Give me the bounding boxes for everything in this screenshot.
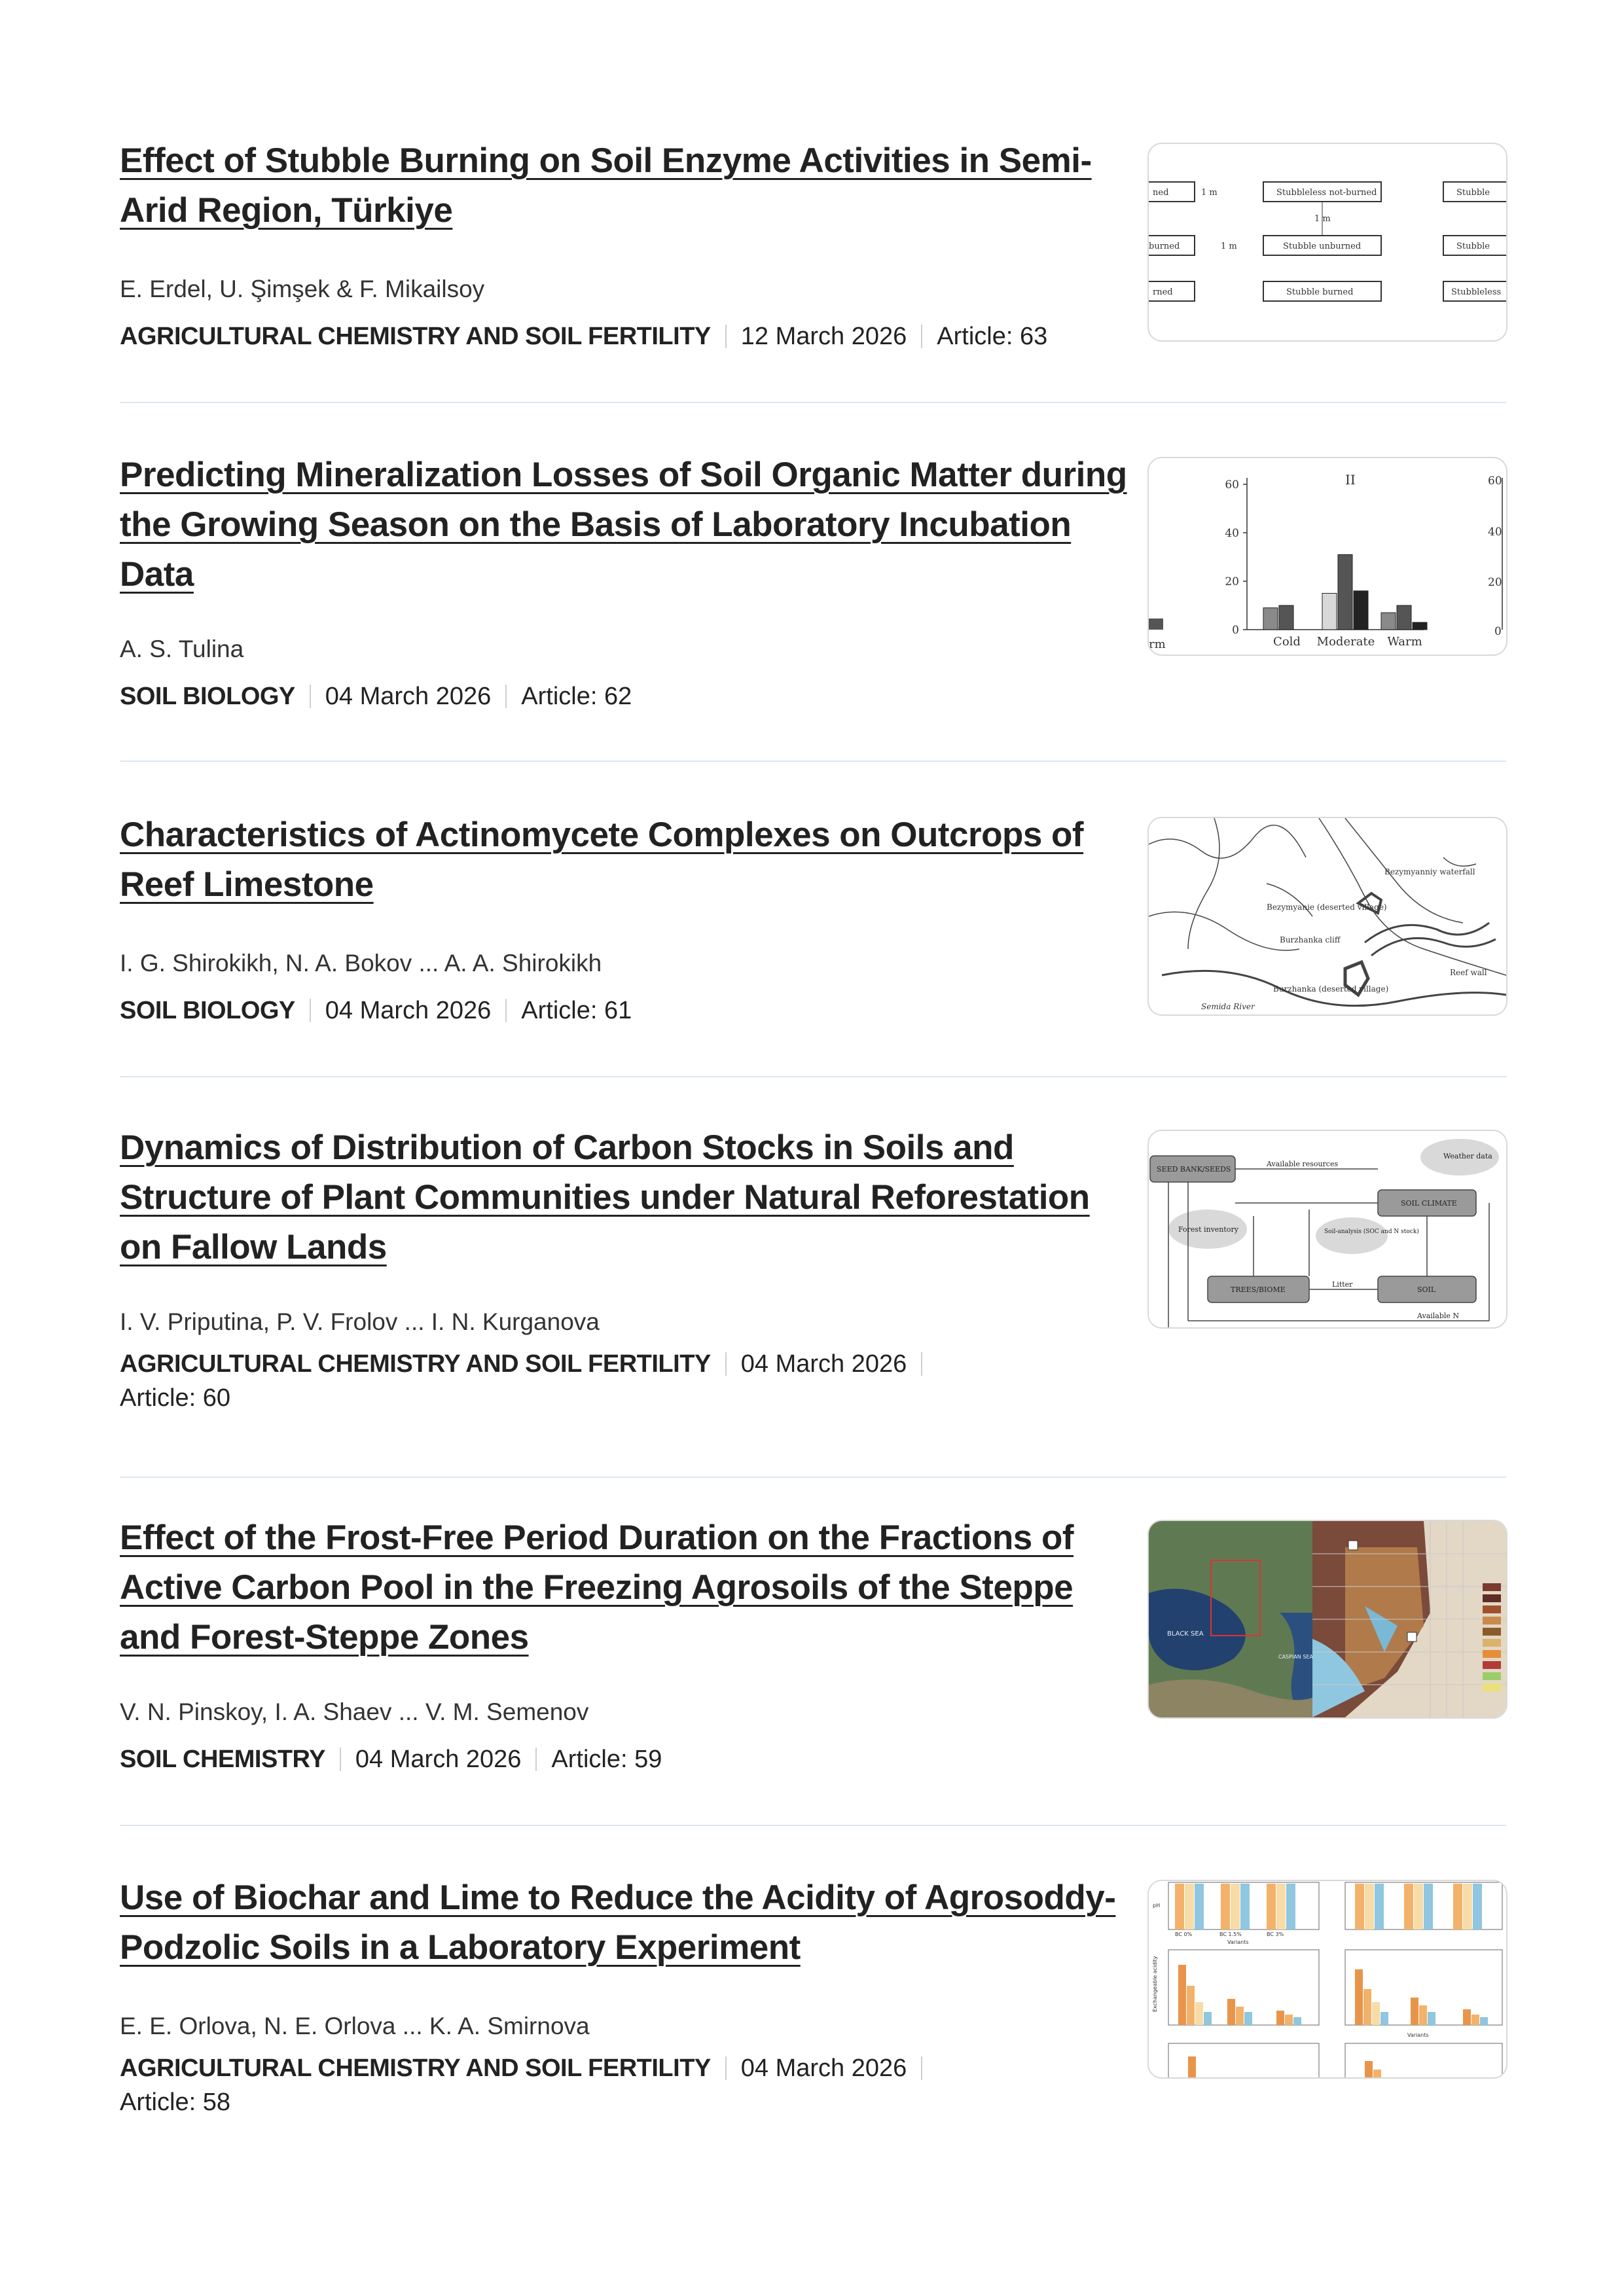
- bar: [1354, 591, 1368, 630]
- map-label: Bezymyanie (deserted village): [1267, 903, 1387, 912]
- fig-label: Stubble: [1456, 188, 1490, 198]
- journal-name[interactable]: SOIL BIOLOGY: [120, 997, 295, 1024]
- separator: [535, 1748, 537, 1771]
- bar: [1322, 594, 1337, 630]
- journal-name[interactable]: AGRICULTURAL CHEMISTRY AND SOIL FERTILITY: [120, 1350, 711, 1378]
- fig-label: Stubble: [1456, 242, 1490, 251]
- article-meta: [120, 1347, 1141, 1415]
- divider: [120, 402, 1506, 403]
- separator: [340, 1748, 341, 1771]
- fig-label: Stubbleless: [1451, 287, 1502, 297]
- article-authors: I. G. Shirokikh, N. A. Bokov ... A. A. Shirokikh: [120, 950, 602, 977]
- article-authors: E. E. Orlova, N. E. Orlova ... K. A. Smirnova: [120, 2013, 590, 2039]
- bar: [1338, 554, 1352, 630]
- journal-name[interactable]: AGRICULTURAL CHEMISTRY AND SOIL FERTILITY: [120, 323, 711, 350]
- divider: [120, 1076, 1506, 1077]
- separator: [505, 685, 507, 708]
- separator: [921, 2056, 922, 2080]
- fragment-label: 60: [1488, 475, 1502, 488]
- article-authors: I. V. Priputina, P. V. Frolov ... I. N. Kurganova: [120, 1308, 600, 1335]
- separator: [725, 325, 727, 348]
- separator: [725, 1352, 727, 1376]
- y-tick-label: 20: [1225, 575, 1239, 588]
- axis-label: Exchangeable acidity: [1152, 1956, 1158, 2012]
- article-thumbnail[interactable]: [1147, 457, 1507, 656]
- fragment-label: rm: [1149, 637, 1166, 651]
- fig-label: 1 m: [1314, 214, 1331, 224]
- article-date: 04 March 2026: [325, 997, 492, 1024]
- article-meta: [120, 994, 1141, 1028]
- tick-label: BC 1.5%: [1219, 1931, 1242, 1937]
- axis-label: Variants: [1407, 2032, 1429, 2038]
- article-number: Article: 58: [120, 2089, 230, 2116]
- sea-label: BLACK SEA: [1167, 1630, 1204, 1638]
- diagram-label: SOIL: [1417, 1285, 1436, 1294]
- bar-fragment: [1149, 619, 1163, 630]
- article-date: 04 March 2026: [740, 2054, 907, 2082]
- separator: [505, 999, 507, 1022]
- diagram-label: Litter: [1332, 1280, 1353, 1289]
- article-meta: [120, 2051, 1141, 2119]
- diagram-label: SOIL CLIMATE: [1401, 1199, 1457, 1208]
- article-number: Article: 61: [521, 997, 632, 1024]
- fragment-label: 0: [1494, 625, 1502, 638]
- diagram-label: Weather data: [1443, 1152, 1492, 1160]
- separator: [725, 2056, 727, 2080]
- x-tick-label: Moderate: [1316, 635, 1375, 649]
- map-label: Bezymyanniy waterfall: [1384, 867, 1475, 876]
- x-tick-label: Warm: [1387, 635, 1422, 649]
- separator: [310, 685, 311, 708]
- y-tick-label: 0: [1232, 624, 1239, 637]
- article-number: Article: 62: [521, 683, 632, 710]
- fig-label: Stubbleless not-burned: [1276, 188, 1377, 198]
- divider: [120, 761, 1506, 762]
- article-title-link[interactable]: Use of Biochar and Lime to Reduce the Acidity of Agrosoddy-Podzolic Soils in a Laboratory Experiment: [120, 1878, 1116, 1967]
- tick-label: BC 3%: [1267, 1931, 1284, 1937]
- article-authors: E. Erdel, U. Şimşek & F. Mikailsoy: [120, 276, 485, 302]
- article-title-link[interactable]: Dynamics of Distribution of Carbon Stocks in Soils and Structure of Plant Communities under Natural Reforestation on Fallow Lands: [120, 1128, 1090, 1266]
- y-tick-label: 40: [1225, 527, 1239, 540]
- separator: [921, 325, 922, 348]
- article-thumbnail[interactable]: [1147, 817, 1507, 1016]
- fig-label: Stubble burned: [1286, 287, 1354, 297]
- bar: [1279, 605, 1293, 630]
- tick-label: BC 0%: [1175, 1931, 1193, 1937]
- site-map-figure: [1149, 818, 1506, 1014]
- article-date: 04 March 2026: [325, 683, 492, 710]
- article-date: 04 March 2026: [740, 1350, 907, 1378]
- model-diagram-figure: [1149, 1131, 1506, 1327]
- divider: [120, 1477, 1506, 1478]
- map-label: Burzhanka (deserted village): [1273, 984, 1389, 994]
- fig-label: 1 m: [1221, 242, 1237, 251]
- map-label: Reef wall: [1450, 968, 1487, 977]
- fig-label: Stubble unburned: [1283, 242, 1362, 251]
- region-map-figure: [1149, 1521, 1506, 1717]
- article-date: 12 March 2026: [740, 323, 907, 350]
- article-meta: [120, 1742, 1141, 1776]
- y-tick-label: 60: [1225, 478, 1239, 492]
- fig-label: 1 m: [1201, 188, 1218, 198]
- diagram-label: Forest inventory: [1178, 1225, 1238, 1234]
- article-number: Article: 60: [120, 1384, 230, 1412]
- fragment-label: 20: [1488, 576, 1502, 589]
- panel-label: II: [1345, 472, 1356, 488]
- diagram-label: Available resources: [1267, 1160, 1339, 1168]
- article-meta: [120, 319, 1141, 353]
- separator: [921, 1352, 922, 1376]
- article-meta: [120, 679, 1141, 713]
- article-thumbnail[interactable]: [1147, 1130, 1507, 1329]
- article-authors: V. N. Pinskoy, I. A. Shaev ... V. M. Semenov: [120, 1698, 589, 1725]
- article-number: Article: 63: [937, 323, 1048, 350]
- map-label: Semida River: [1201, 1002, 1255, 1011]
- fig-label: rned: [1153, 287, 1173, 297]
- article-thumbnail[interactable]: [1147, 1880, 1507, 2079]
- diagram-label: Soil-analysis (SOC and N stock): [1324, 1229, 1419, 1235]
- journal-name[interactable]: SOIL CHEMISTRY: [120, 1746, 325, 1773]
- multi-panel-chart-figure: [1149, 1881, 1506, 2077]
- article-title-link[interactable]: Predicting Mineralization Losses of Soil Organic Matter during the Growing Season on the Basis of Laboratory Incubation Data: [120, 456, 1127, 594]
- plot-layout-figure: [1149, 144, 1506, 340]
- article-title-link[interactable]: Characteristics of Actinomycete Complexes on Outcrops of Reef Limestone: [120, 816, 1084, 904]
- article-date: 04 March 2026: [355, 1746, 522, 1773]
- journal-name[interactable]: AGRICULTURAL CHEMISTRY AND SOIL FERTILITY: [120, 2054, 711, 2082]
- diagram-label: TREES/BIOME: [1231, 1285, 1286, 1294]
- separator: [310, 999, 311, 1022]
- axis-label: pH: [1153, 1903, 1161, 1909]
- fig-label: burned: [1149, 242, 1180, 251]
- bar: [1381, 613, 1396, 630]
- bar-chart: [1149, 458, 1506, 655]
- article-number: Article: 59: [551, 1746, 662, 1773]
- axis-label: Variants: [1227, 1939, 1249, 1945]
- article-authors: A. S. Tulina: [120, 636, 244, 662]
- x-tick-label: Cold: [1273, 635, 1301, 649]
- bar: [1263, 608, 1278, 630]
- diagram-label: SEED BANK/SEEDS: [1157, 1165, 1231, 1174]
- sea-label: CASPIAN SEA: [1278, 1654, 1313, 1660]
- map-label: Burzhanka cliff: [1280, 935, 1341, 944]
- diagram-label: Available N: [1417, 1312, 1460, 1320]
- bar: [1413, 622, 1427, 630]
- fragment-label: 40: [1488, 526, 1502, 539]
- article-thumbnail[interactable]: [1147, 143, 1507, 342]
- bar: [1397, 605, 1411, 630]
- article-title-link[interactable]: Effect of Stubble Burning on Soil Enzyme Activities in Semi-Arid Region, Türkiye: [120, 141, 1092, 230]
- article-title-link[interactable]: Effect of the Frost-Free Period Duration on the Fractions of Active Carbon Pool in the Freezing Agrosoils of the Steppe and Forest-Steppe Zones: [120, 1518, 1074, 1657]
- article-thumbnail[interactable]: [1147, 1520, 1507, 1719]
- journal-name[interactable]: SOIL BIOLOGY: [120, 683, 295, 710]
- divider: [120, 1825, 1506, 1826]
- fig-label: ned: [1153, 188, 1169, 198]
